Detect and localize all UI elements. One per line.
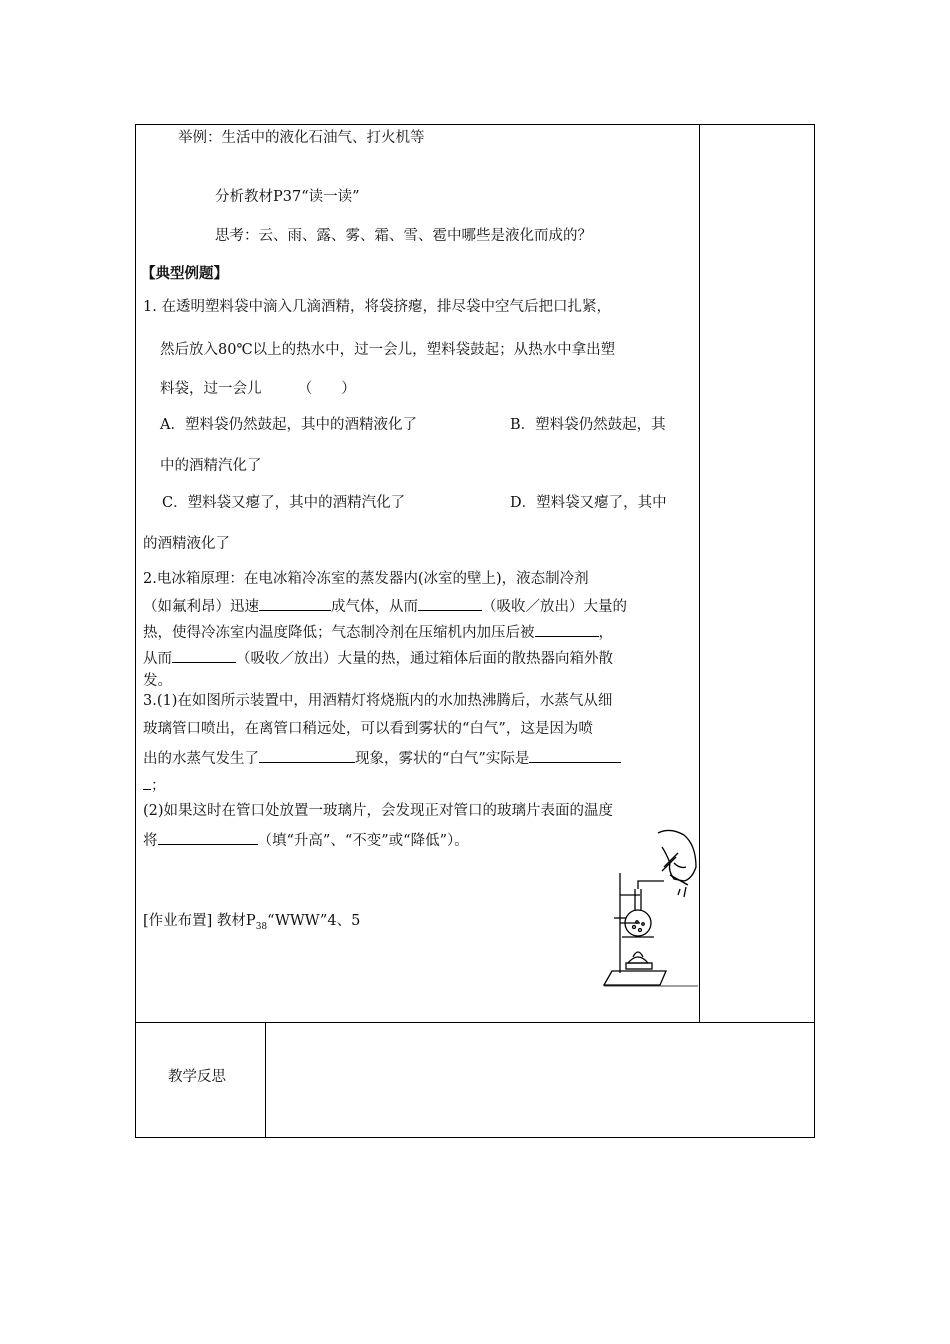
- blank-vaporize[interactable]: [259, 595, 331, 611]
- q3-line3-a: 出的水蒸气发生了: [143, 751, 259, 767]
- reflection-label: 教学反思: [168, 1069, 226, 1085]
- q1-option-d: D．塑料袋又瘪了，其中: [510, 495, 667, 511]
- blank-liquefy[interactable]: [535, 621, 599, 637]
- q3-line4-text: ；: [151, 778, 166, 794]
- q3-line2: 玻璃管口喷出，在离管口稍远处，可以看到雾状的“白气”，这是因为喷: [143, 721, 593, 737]
- q2-line4-a: 从而: [143, 651, 172, 667]
- q2-line2: [143, 595, 627, 617]
- homework-suffix: “WWW”4、5: [267, 913, 361, 929]
- example-line: 举例：生活中的液化石油气、打火机等: [178, 130, 425, 146]
- blank-white-gas-cont[interactable]: [143, 774, 151, 790]
- row-divider: [135, 1022, 815, 1023]
- reflection-divider: [265, 1022, 266, 1138]
- q2-line3: [143, 621, 613, 643]
- q2-line5: 发。: [143, 673, 172, 689]
- q2-line3-a: 热，使得冷冻室内温度降低；气态制冷剂在压缩机内加压后被: [143, 625, 535, 641]
- q1-option-c: C．塑料袋又瘪了，其中的酒精汽化了: [162, 495, 406, 511]
- q3-line6-a: 将: [143, 833, 158, 849]
- homework-line: [143, 911, 360, 937]
- blank-phenomenon[interactable]: [259, 747, 355, 763]
- q1-line3: 料袋，过一会儿 （ ）: [160, 381, 356, 397]
- boiling-flask-apparatus-illustration: [600, 823, 700, 993]
- blank-absorb-release-2[interactable]: [172, 647, 236, 663]
- homework-page-sub: 38: [255, 921, 268, 932]
- q2-line2-c: （吸收／放出）大量的: [482, 599, 627, 615]
- blank-temperature[interactable]: [158, 829, 258, 845]
- q2-line1: 2.电冰箱原理：在电冰箱冷冻室的蒸发器内(冰室的壁上)，液态制冷剂: [143, 571, 589, 587]
- q1-option-b: B．塑料袋仍然鼓起，其: [510, 417, 666, 433]
- section-title: 【典型例题】: [141, 266, 228, 282]
- q1-line1: 1. 在透明塑料袋中滴入几滴酒精，将袋挤瘪，排尽袋中空气后把口扎紧，: [143, 299, 611, 315]
- q2-line4: [143, 647, 613, 669]
- q3-line1: 3.(1)在如图所示装置中，用酒精灯将烧瓶内的水加热沸腾后，水蒸气从细: [143, 693, 613, 709]
- q3-line6-b: （填“升高”、“不变”或“降低”）。: [257, 833, 469, 849]
- think-line: 思考：云、雨、露、雾、霜、雪、雹中哪些是液化而成的？: [215, 228, 592, 244]
- q3-line3: [143, 747, 621, 769]
- q3-line4: [143, 774, 166, 796]
- q1-line2: 然后放入80℃以上的热水中，过一会儿，塑料袋鼓起；从热水中拿出塑: [160, 342, 616, 358]
- q1-option-a: A．塑料袋仍然鼓起，其中的酒精液化了: [160, 417, 417, 433]
- q3-line5: (2)如果这时在管口处放置一玻璃片，会发现正对管口的玻璃片表面的温度: [143, 803, 614, 819]
- blank-white-gas[interactable]: [529, 747, 621, 763]
- blank-absorb-release-1[interactable]: [418, 595, 482, 611]
- homework-prefix: [作业布置] 教材P: [143, 913, 256, 929]
- q3-line6: [143, 829, 469, 851]
- q2-line4-b: （吸收／放出）大量的热，通过箱体后面的散热器向箱外散: [236, 651, 613, 667]
- q1-option-b-cont: 中的酒精汽化了: [160, 458, 262, 474]
- q2-line2-b: 成气体，从而: [331, 599, 418, 615]
- q1-option-d-cont: 的酒精液化了: [143, 536, 230, 552]
- q2-line2-a: （如氟利昂）迅速: [143, 599, 259, 615]
- analysis-line: 分析教材P37“读一读”: [215, 189, 360, 205]
- q3-line3-b: 现象，雾状的“白气”实际是: [355, 751, 530, 767]
- q2-line3-b: ，: [598, 625, 613, 641]
